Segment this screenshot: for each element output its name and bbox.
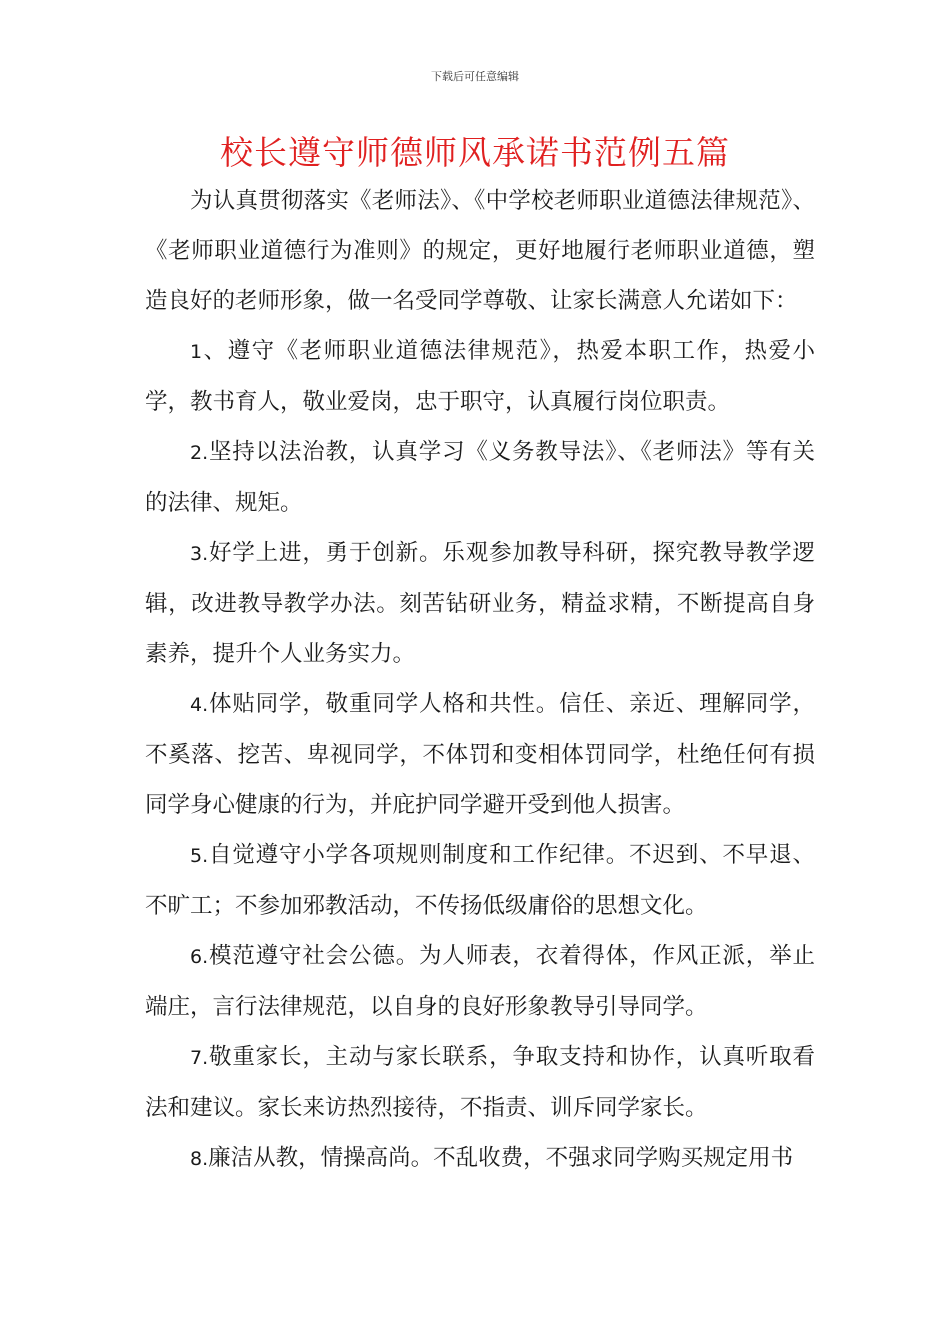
item-number: 6. <box>190 946 209 968</box>
item-number: 7. <box>190 1047 209 1069</box>
item-text: 自觉遵守小学各项规则制度和工作纪律。不迟到、不早退、不旷工；不参加邪教活动，不传扬低级庸俗的思想文化。 <box>145 842 815 919</box>
item-text: 好学上进，勇于创新。乐观参加教导科研，探究教导教学逻辑，改进教导教学办法。刻苦钻研业务，精益求精，不断提高自身素养，提升个人业务实力。 <box>145 540 815 667</box>
page-title: 校长遵守师德师风承诺书范例五篇 <box>220 133 730 172</box>
list-item <box>145 679 815 830</box>
item-number: 3. <box>190 543 209 565</box>
intro-paragraph: 为认真贯彻落实《老师法》、《中学校老师职业道德法律规范》、《老师职业道德行为准则》的规定，更好地履行老师职业道德，塑造良好的老师形象，做一名受同学尊敬、让家长满意人允诺如下： <box>145 188 815 314</box>
item-separator: 、 <box>202 338 228 364</box>
list-item <box>145 326 815 427</box>
item-text: 廉洁从教，情操高尚。不乱收费，不强求同学购买规定用书 <box>208 1145 794 1171</box>
item-text: 遵守《老师职业道德法律规范》，热爱本职工作，热爱小学，教书育人，敬业爱岗，忠于职守，认真履行岗位职责。 <box>145 338 815 415</box>
item-text: 坚持以法治教，认真学习《义务教导法》、《老师法》等有关的法律、规矩。 <box>145 439 815 516</box>
list-item <box>145 931 815 1032</box>
list-item <box>145 427 815 528</box>
list-item <box>145 1133 815 1184</box>
item-number: 2. <box>190 442 209 464</box>
item-number: 8. <box>190 1148 209 1170</box>
list-item <box>145 1032 815 1133</box>
header-note: 下载后可任意编辑 <box>431 70 519 83</box>
list-item <box>145 528 815 679</box>
item-number: 4. <box>190 694 209 716</box>
item-text: 体贴同学，敬重同学人格和共性。信任、亲近、理解同学，不奚落、挖苦、卑视同学，不体罚和变相体罚同学，杜绝任何有损同学身心健康的行为，并庇护同学避开受到他人损害。 <box>145 691 815 818</box>
item-number: 1 <box>190 341 203 363</box>
item-number: 5. <box>190 845 209 867</box>
document-body <box>145 176 815 1184</box>
list-item <box>145 830 815 931</box>
item-text: 模范遵守社会公德。为人师表，衣着得体，作风正派，举止端庄，言行法律规范，以自身的良好形象教导引导同学。 <box>145 943 815 1020</box>
item-text: 敬重家长，主动与家长联系，争取支持和协作，认真听取看法和建议。家长来访热烈接待，不指责、训斥同学家长。 <box>145 1044 815 1121</box>
